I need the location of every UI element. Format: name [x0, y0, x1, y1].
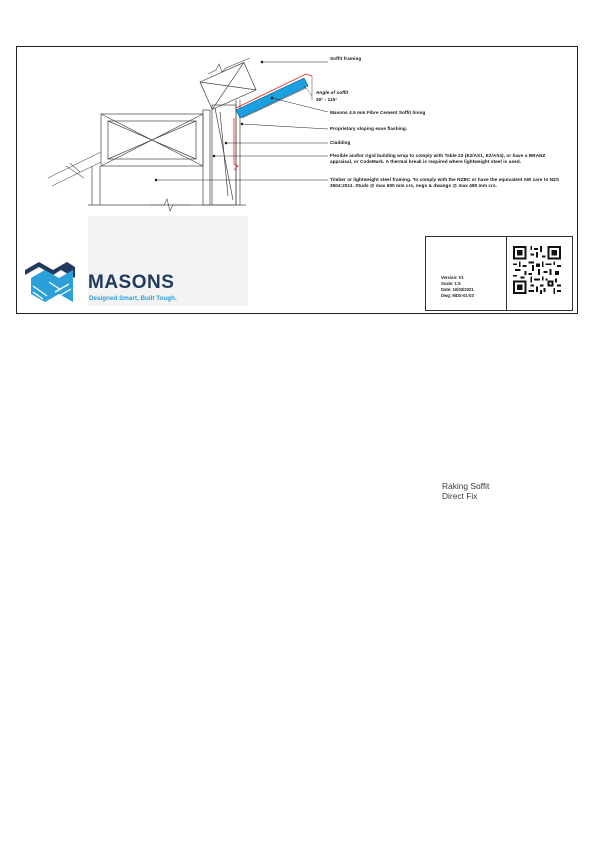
wall-framing	[88, 100, 246, 205]
angle-dimension	[304, 76, 312, 100]
roof-truss	[101, 114, 203, 166]
label-soffit-lining: Masons 4.5 mm Fibre Cement Soffit lining	[330, 110, 426, 115]
qr-code-icon	[513, 246, 561, 294]
scale-text: Scale: 1:5	[441, 281, 461, 286]
label-underlay: Flexible and/or rigid building wrap to comply with Table 23 (E2/AS1, E2/AS4), or have a BRANZ appraisal, or CodeMark. A thermal break is required where lightweight steel is used.	[330, 153, 546, 164]
version-text: Version: V1	[441, 275, 464, 280]
title-line-2: Direct Fix	[442, 491, 478, 501]
title-block-divider	[506, 237, 507, 310]
label-soffit-framing: Soffit framing	[330, 56, 362, 61]
roof-slope	[48, 152, 101, 186]
label-flashing: Proprietary sloping eave flashing.	[330, 126, 408, 131]
masons-logo-icon	[25, 262, 81, 304]
label-angle-range: 30° - 115°	[316, 97, 338, 102]
label-framing: Timber or lightweight steel framing. To comply with the NZBC or have the equivalent AW care to NZS 3604:2011. Studs @ max 600 mm crs, nogs & dwangs @ max 480 mm crs.	[330, 177, 560, 188]
soffit-break-line	[208, 58, 250, 74]
drawing-title	[442, 481, 489, 501]
label-cladding: Cladding	[330, 140, 351, 145]
label-angle-of-soffit: Angle of soffit	[316, 90, 349, 95]
logo-wordmark: MASONS	[88, 272, 175, 293]
drawing-number-text: Dwg: MDS-01-03	[441, 293, 474, 298]
logo-tagline: Designed Smart, Built Tough.	[89, 295, 177, 302]
title-line-1: Raking Soffit	[442, 481, 490, 491]
date-text: Date: 10/03/2021	[441, 287, 474, 292]
